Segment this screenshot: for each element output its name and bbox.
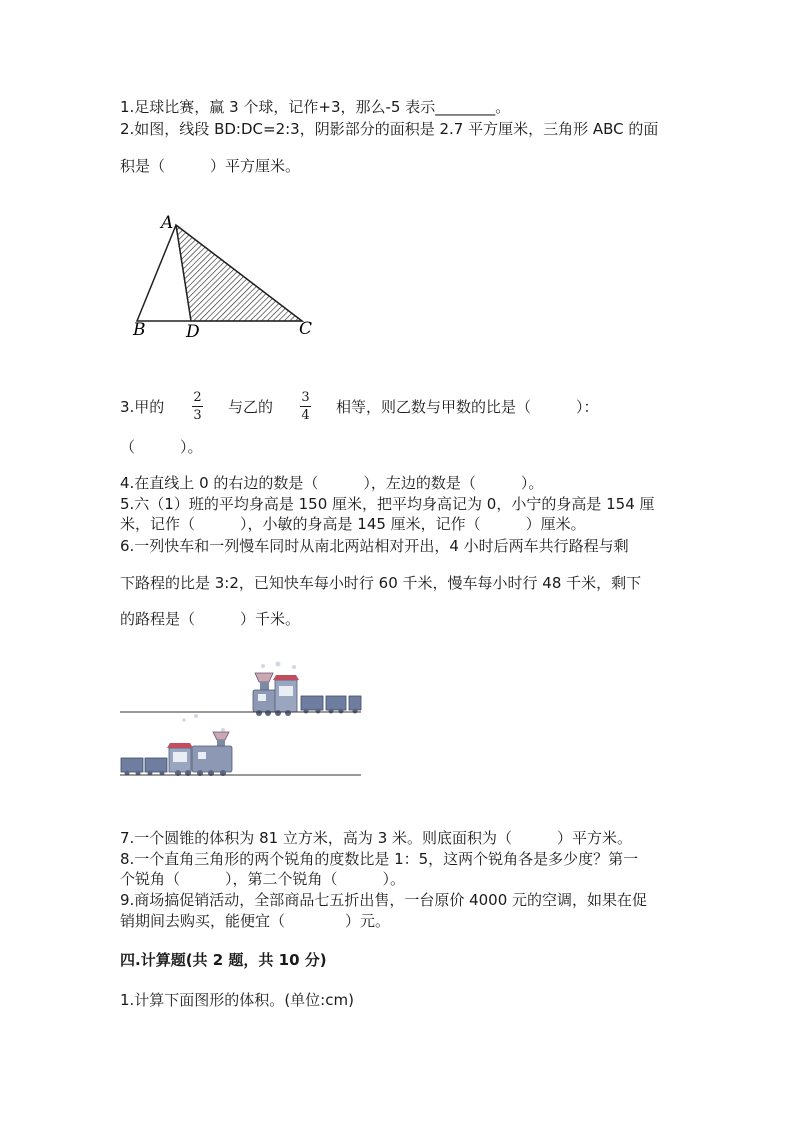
section-4-question-1: 1.计算下面图形的体积。(单位:cm)	[120, 991, 354, 1009]
question-7: 7.一个圆锥的体积为 81 立方米，高为 3 米。则底面积为（ ）平方米。	[120, 829, 633, 847]
question-2-line-2: 积是（ ）平方厘米。	[120, 157, 301, 175]
question-3-prefix: 3.甲的	[120, 398, 165, 416]
question-3-line-2: （ ）。	[120, 438, 203, 456]
fraction-bar	[192, 406, 203, 407]
question-3-suffix: 相等，则乙数与甲数的比是（ ）：	[336, 398, 599, 416]
question-9-line-2: 销期间去购买，能便宜（ ）元。	[120, 912, 391, 930]
question-1: 1.足球比赛，赢 3 个球，记作+3，那么-5 表示________。	[120, 98, 511, 116]
fraction-numerator: 2	[193, 390, 202, 405]
question-6-line-3: 的路程是（ ）千米。	[120, 610, 301, 628]
fraction-two-thirds	[192, 390, 203, 423]
question-4: 4.在直线上 0 的右边的数是（ ），左边的数是（ ）。	[120, 474, 544, 492]
question-9-line-1: 9.商场搞促销活动，全部商品七五折出售，一台原价 4000 元的空调，如果在促	[120, 891, 648, 909]
question-3-mid: 与乙的	[228, 398, 274, 416]
fraction-numerator: 3	[301, 390, 310, 405]
lower-train	[121, 714, 232, 776]
label-b: B	[133, 320, 146, 340]
label-d: D	[186, 322, 200, 342]
triangle-figure	[125, 208, 325, 343]
question-2-line-1: 2.如图，线段 BD:DC=2:3，阴影部分的面积是 2.7 平方厘米，三角形 ABC 的面	[120, 120, 659, 138]
fraction-denominator: 4	[301, 408, 310, 423]
question-6-line-2: 下路程的比是 3:2，已知快车每小时行 60 千米，慢车每小时行 48 千米，剩下	[120, 574, 642, 592]
fraction-three-quarters	[300, 390, 311, 423]
fraction-denominator: 3	[193, 408, 202, 423]
trains-illustration	[118, 660, 364, 780]
question-8-line-1: 8.一个直角三角形的两个锐角的度数比是 1：5，这两个锐角各是多少度？第一	[120, 850, 639, 868]
question-6-line-1: 6.一列快车和一列慢车同时从南北两站相对开出，4 小时后两车共行路程与剩	[120, 537, 629, 555]
section-4-title: 四.计算题(共 2 题，共 10 分)	[120, 951, 327, 969]
question-5-line-2: 米，记作（ ），小敏的身高是 145 厘米，记作（ ）厘米。	[120, 515, 586, 533]
fraction-bar	[300, 406, 311, 407]
question-8-line-2: 个锐角（ ），第二个锐角（ ）。	[120, 870, 406, 888]
label-a: A	[161, 213, 174, 233]
label-c: C	[299, 319, 313, 339]
question-5-line-1: 5.六（1）班的平均身高是 150 厘米，把平均身高记为 0，小宁的身高是 154 厘	[120, 495, 655, 513]
upper-train	[253, 662, 361, 717]
